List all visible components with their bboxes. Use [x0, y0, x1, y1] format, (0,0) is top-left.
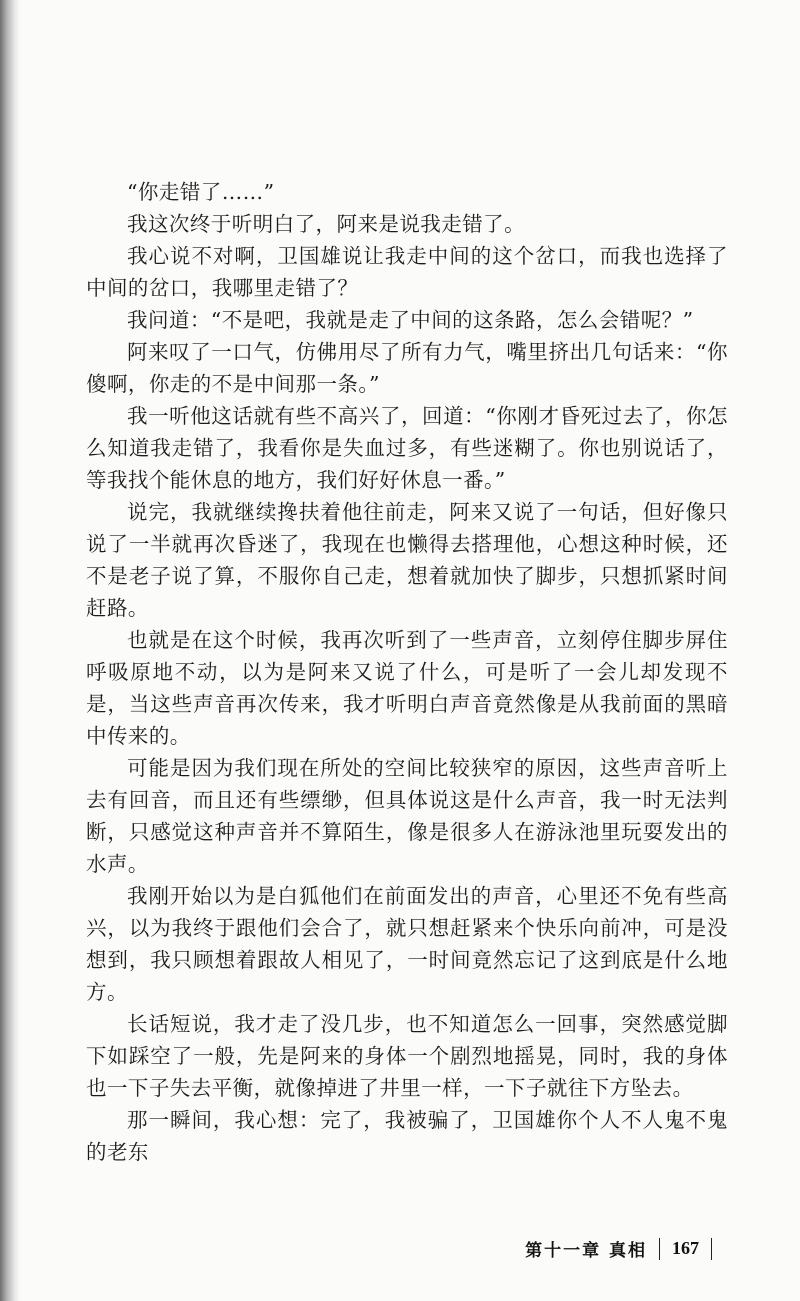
page-spine-shadow: [0, 0, 20, 1301]
paragraph-10: 我刚开始以为是白狐他们在前面发出的声音，心里还不免有些高兴，以为我终于跟他们会合了，就只想赶紧来个快乐向前冲，可是没想到，我只顾想着跟故人相见了，一时间竟然忘记了这到底是什么地方。: [86, 884, 728, 1004]
paragraph-8: 也就是在这个时候，我再次听到了一些声音，立刻停住脚步屏住呼吸原地不动，以为是阿来又说了什么，可是听了一会儿却发现不是，当这些声音再次传来，我才听明白声音竟然像是从我前面的黑暗中传来的。: [86, 628, 728, 748]
paragraph-4: 我问道：“不是吧，我就是走了中间的这条路，怎么会错呢？”: [127, 308, 694, 332]
footer-divider-right: [711, 1238, 712, 1260]
page-number: 167: [672, 1238, 699, 1258]
running-head-chapter: 第十一章 真相: [525, 1241, 647, 1261]
paragraph-1: “你走错了……”: [127, 180, 275, 204]
page-footer: [525, 1236, 724, 1261]
paragraph-3: 我心说不对啊，卫国雄说让我走中间的这个岔口，而我也选择了中间的岔口，我哪里走错了？: [86, 244, 728, 300]
paragraph-2: 我这次终于听明白了，阿来是说我走错了。: [127, 212, 526, 236]
paragraph-11: 长话短说，我才走了没几步，也不知道怎么一回事，突然感觉脚下如踩空了一般，先是阿来的身体一个剧烈地摇晃，同时，我的身体也一下子失去平衡，就像掉进了井里一样，一下子就往下方坠去。: [86, 1012, 728, 1100]
paragraph-12: 那一瞬间，我心想：完了，我被骗了，卫国雄你个人不人鬼不鬼的老东: [86, 1108, 728, 1164]
paragraph-9: 可能是因为我们现在所处的空间比较狭窄的原因，这些声音听上去有回音，而且还有些缥缈，但具体说这是什么声音，我一时无法判断，只感觉这种声音并不算陌生，像是很多人在游泳池里玩耍发出的水声。: [86, 756, 728, 876]
footer-divider-left: [659, 1238, 660, 1260]
paragraph-6: 我一听他这话就有些不高兴了，回道：“你刚才昏死过去了，你怎么知道我走错了，我看你是失血过多，有些迷糊了。你也别说话了，等我找个能休息的地方，我们好好休息一番。”: [86, 404, 728, 492]
body-text: [86, 176, 728, 1168]
paragraph-7: 说完，我就继续搀扶着他往前走，阿来又说了一句话，但好像只说了一半就再次昏迷了，我现在也懒得去搭理他，心想这种时候，还不是老子说了算，不服你自己走，想着就加快了脚步，只想抓紧时间赶路。: [86, 500, 728, 620]
paragraph-5: 阿来叹了一口气，仿佛用尽了所有力气，嘴里挤出几句话来：“你傻啊，你走的不是中间那一条。”: [86, 340, 728, 396]
